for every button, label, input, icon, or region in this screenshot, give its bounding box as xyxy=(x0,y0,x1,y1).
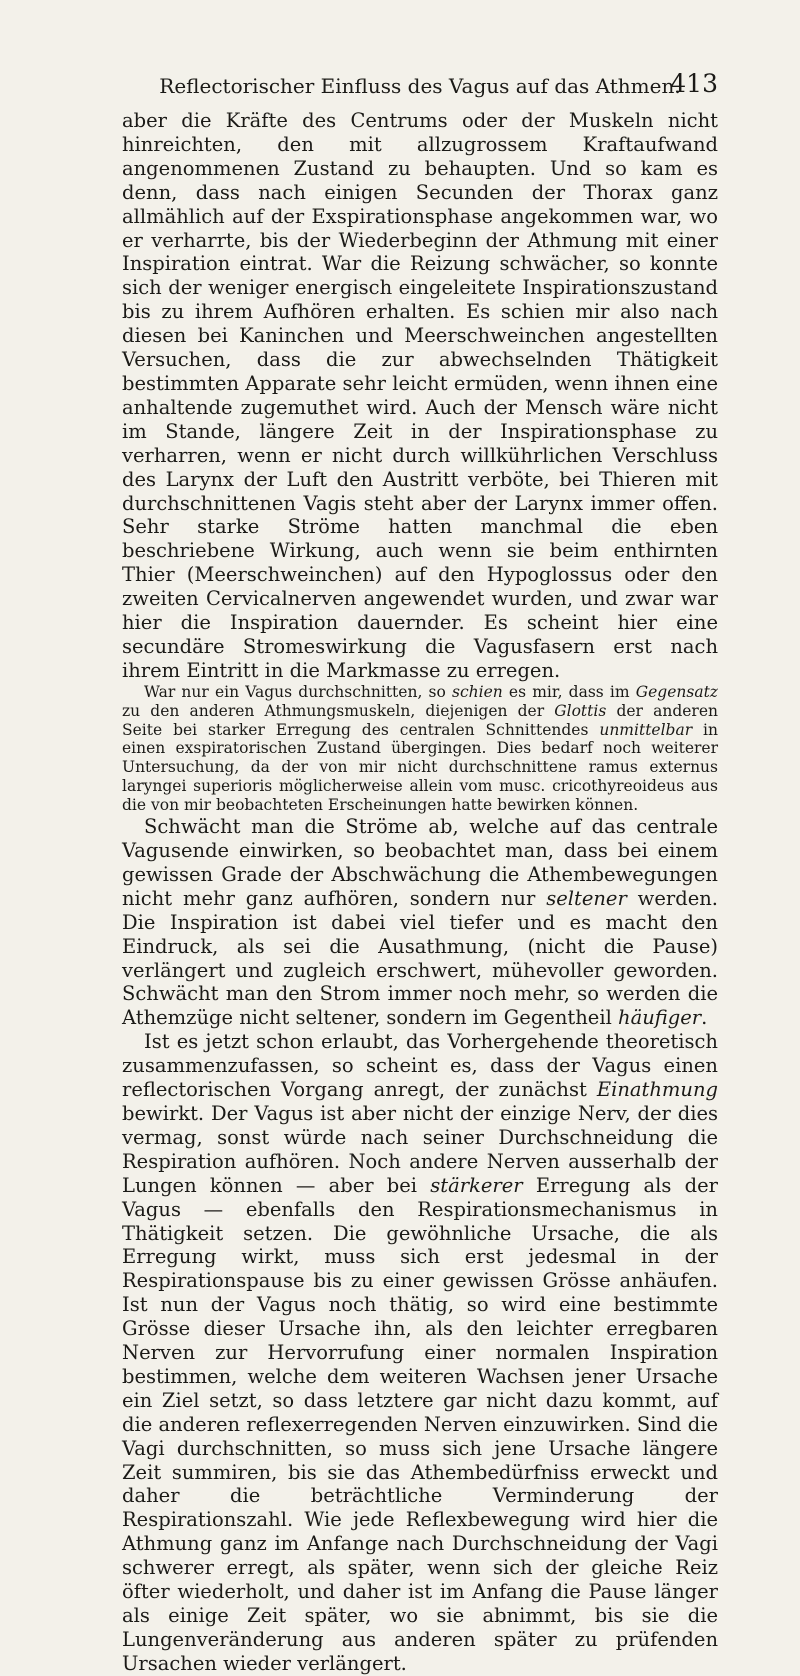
paragraph-text: Schwächt man die Ströme ab, welche auf das centrale Vagusende einwirken, so beobachtet man, dass bei einem gewissen Grade der Abschwächung die Athembewegungen nicht mehr ganz aufhören, sondern nur xyxy=(122,815,718,910)
running-title: Reflectorischer Einfluss des Vagus auf das Athmen. xyxy=(159,74,681,98)
paragraph-text: Ist es jetzt schon erlaubt, das Vorhergehende theoretisch zusammenzufassen, so scheint es, dass der Vagus einen reflectorischen Vorgang anregt, der zunächst xyxy=(122,1030,718,1102)
note-emphasis: unmittelbar xyxy=(599,720,693,739)
paragraph-1: aber die Kräfte des Centrums oder der Muskeln nicht hinreichten, den mit allzugrossem Kraftaufwand angenommenen Zustand zu behaupten. Und so kam es denn, dass nach einigen Secunden der Thorax ganz allmählich auf der Exspirationsphase angekommen war, wo er verharrte, bis der Wiederbeginn der Athmung mit einer Inspiration eintrat. War die Reizung schwächer, so konnte sich der weniger energisch eingeleitete Inspirationszustand bis zu ihrem Aufhören erhalten. Es schien mir also nach diesen bei Kaninchen und Meerschweinchen angestellten Versuchen, dass die zur abwechselnden Thätigkeit bestimmten Apparate sehr leicht ermüden, wenn ihnen eine anhaltende zugemuthet wird. Auch der Mensch wäre nicht im Stande, längere Zeit in der Inspirationsphase zu verharren, wenn er nicht durch willkührlichen Verschluss des Larynx der Luft den Austritt verböte, bei Thieren mit durchschnittenen Vagis steht aber der Larynx immer offen. Sehr starke Ströme hatten manchmal die eben beschriebene Wirkung, auch wenn sie beim enthirnten Thier (Meerschweinchen) auf den Hypoglossus oder den zweiten Cervicalnerven angewendet wurden, und zwar war hier die Inspiration dauernder. Es scheint hier eine secundäre Stromeswirkung die Vagusfasern erst nach ihrem Eintritt in die Markmasse zu erregen. xyxy=(122,109,718,682)
note-emphasis: Glottis xyxy=(554,701,607,720)
page-header xyxy=(122,69,718,100)
note-text: zu den anderen Athmungsmuskeln, diejenigen der xyxy=(122,701,555,720)
note-emphasis: Gegensatz xyxy=(635,682,718,701)
note-text: es mir, dass im xyxy=(502,682,636,701)
paragraph-2 xyxy=(122,815,718,1030)
page-body xyxy=(122,109,718,1676)
paragraph-text: Erregung als der Vagus — ebenfalls den Respirationsmechanismus in Thätigkeit setzen. Die gewöhnliche Ursache, die als Erregung wirkt, muss sich erst jedesmal in der Respirationspause bis zu einer gewissen Grösse anhäufen. Ist nun der Vagus noch thätig, so wird eine bestimmte Grösse dieser Ursache ihn, als den leichter erregbaren Nerven zur Hervorrufung einer normalen Inspiration bestimmen, welche dem weiteren Wachsen jener Ursache ein Ziel setzt, so dass letztere gar nicht dazu kommt, auf die anderen reflexerregenden Nerven einzuwirken. Sind die Vagi durchschnitten, so muss sich jene Ursache längere Zeit summiren, bis sie das Athembedürfniss erweckt und daher die beträchtliche Verminderung der Respirationszahl. Wie jede Reflexbewegung wird hier die Athmung ganz im Anfange nach Durchschneidung der Vagi schwerer erregt, als später, wenn sich der gleiche Reiz öfter wiederholt, und daher ist im Anfang die Pause länger als einige Zeit später, wo sie abnimmt, bis sie die Lungenveränderung aus anderen später zu prüfenden Ursachen wieder verlängert. xyxy=(122,1173,718,1675)
paragraph-3 xyxy=(122,1030,718,1675)
footnote-paragraph xyxy=(122,683,718,815)
paragraph-text: . xyxy=(701,1006,708,1030)
note-text: War nur ein Vagus durchschnitten, so xyxy=(144,682,452,701)
emphasis-text: häufiger xyxy=(618,1006,702,1030)
note-emphasis: schien xyxy=(452,682,503,701)
emphasis-text: seltener xyxy=(546,886,627,910)
paragraph-text: bewirkt. Der Vagus ist aber nicht der einzige Nerv, der dies vermag, sonst würde nach seiner Durchschneidung die Respiration aufhören. Noch andere Nerven ausserhalb der Lungen können — aber bei xyxy=(122,1101,718,1197)
paragraph-text: werden. Die Inspiration ist dabei viel tiefer und es macht den Eindruck, als sei die Ausathmung, (nicht die Pause) verlängert und zugleich erschwert, mühevoller geworden. Schwächt man den Strom immer noch mehr, so werden die Athemzüge nicht seltener, sondern im Gegentheil xyxy=(122,886,719,1030)
emphasis-text: stärkerer xyxy=(430,1173,523,1197)
emphasis-text: Einathmung xyxy=(596,1078,718,1102)
note-text: in einen exspiratorischen Zustand übergingen. Dies bedarf noch weiterer Untersuchung, da der von mir nicht durchschnittene ramus externus laryngei superioris möglicherweise allein vom musc. cricothyreoideus aus die von mir beobachteten Erscheinungen hatte bewirken können. xyxy=(122,720,718,815)
page-number: 413 xyxy=(670,69,718,98)
note-text: der anderen Seite bei starker Erregung des centralen Schnittendes xyxy=(122,701,718,739)
